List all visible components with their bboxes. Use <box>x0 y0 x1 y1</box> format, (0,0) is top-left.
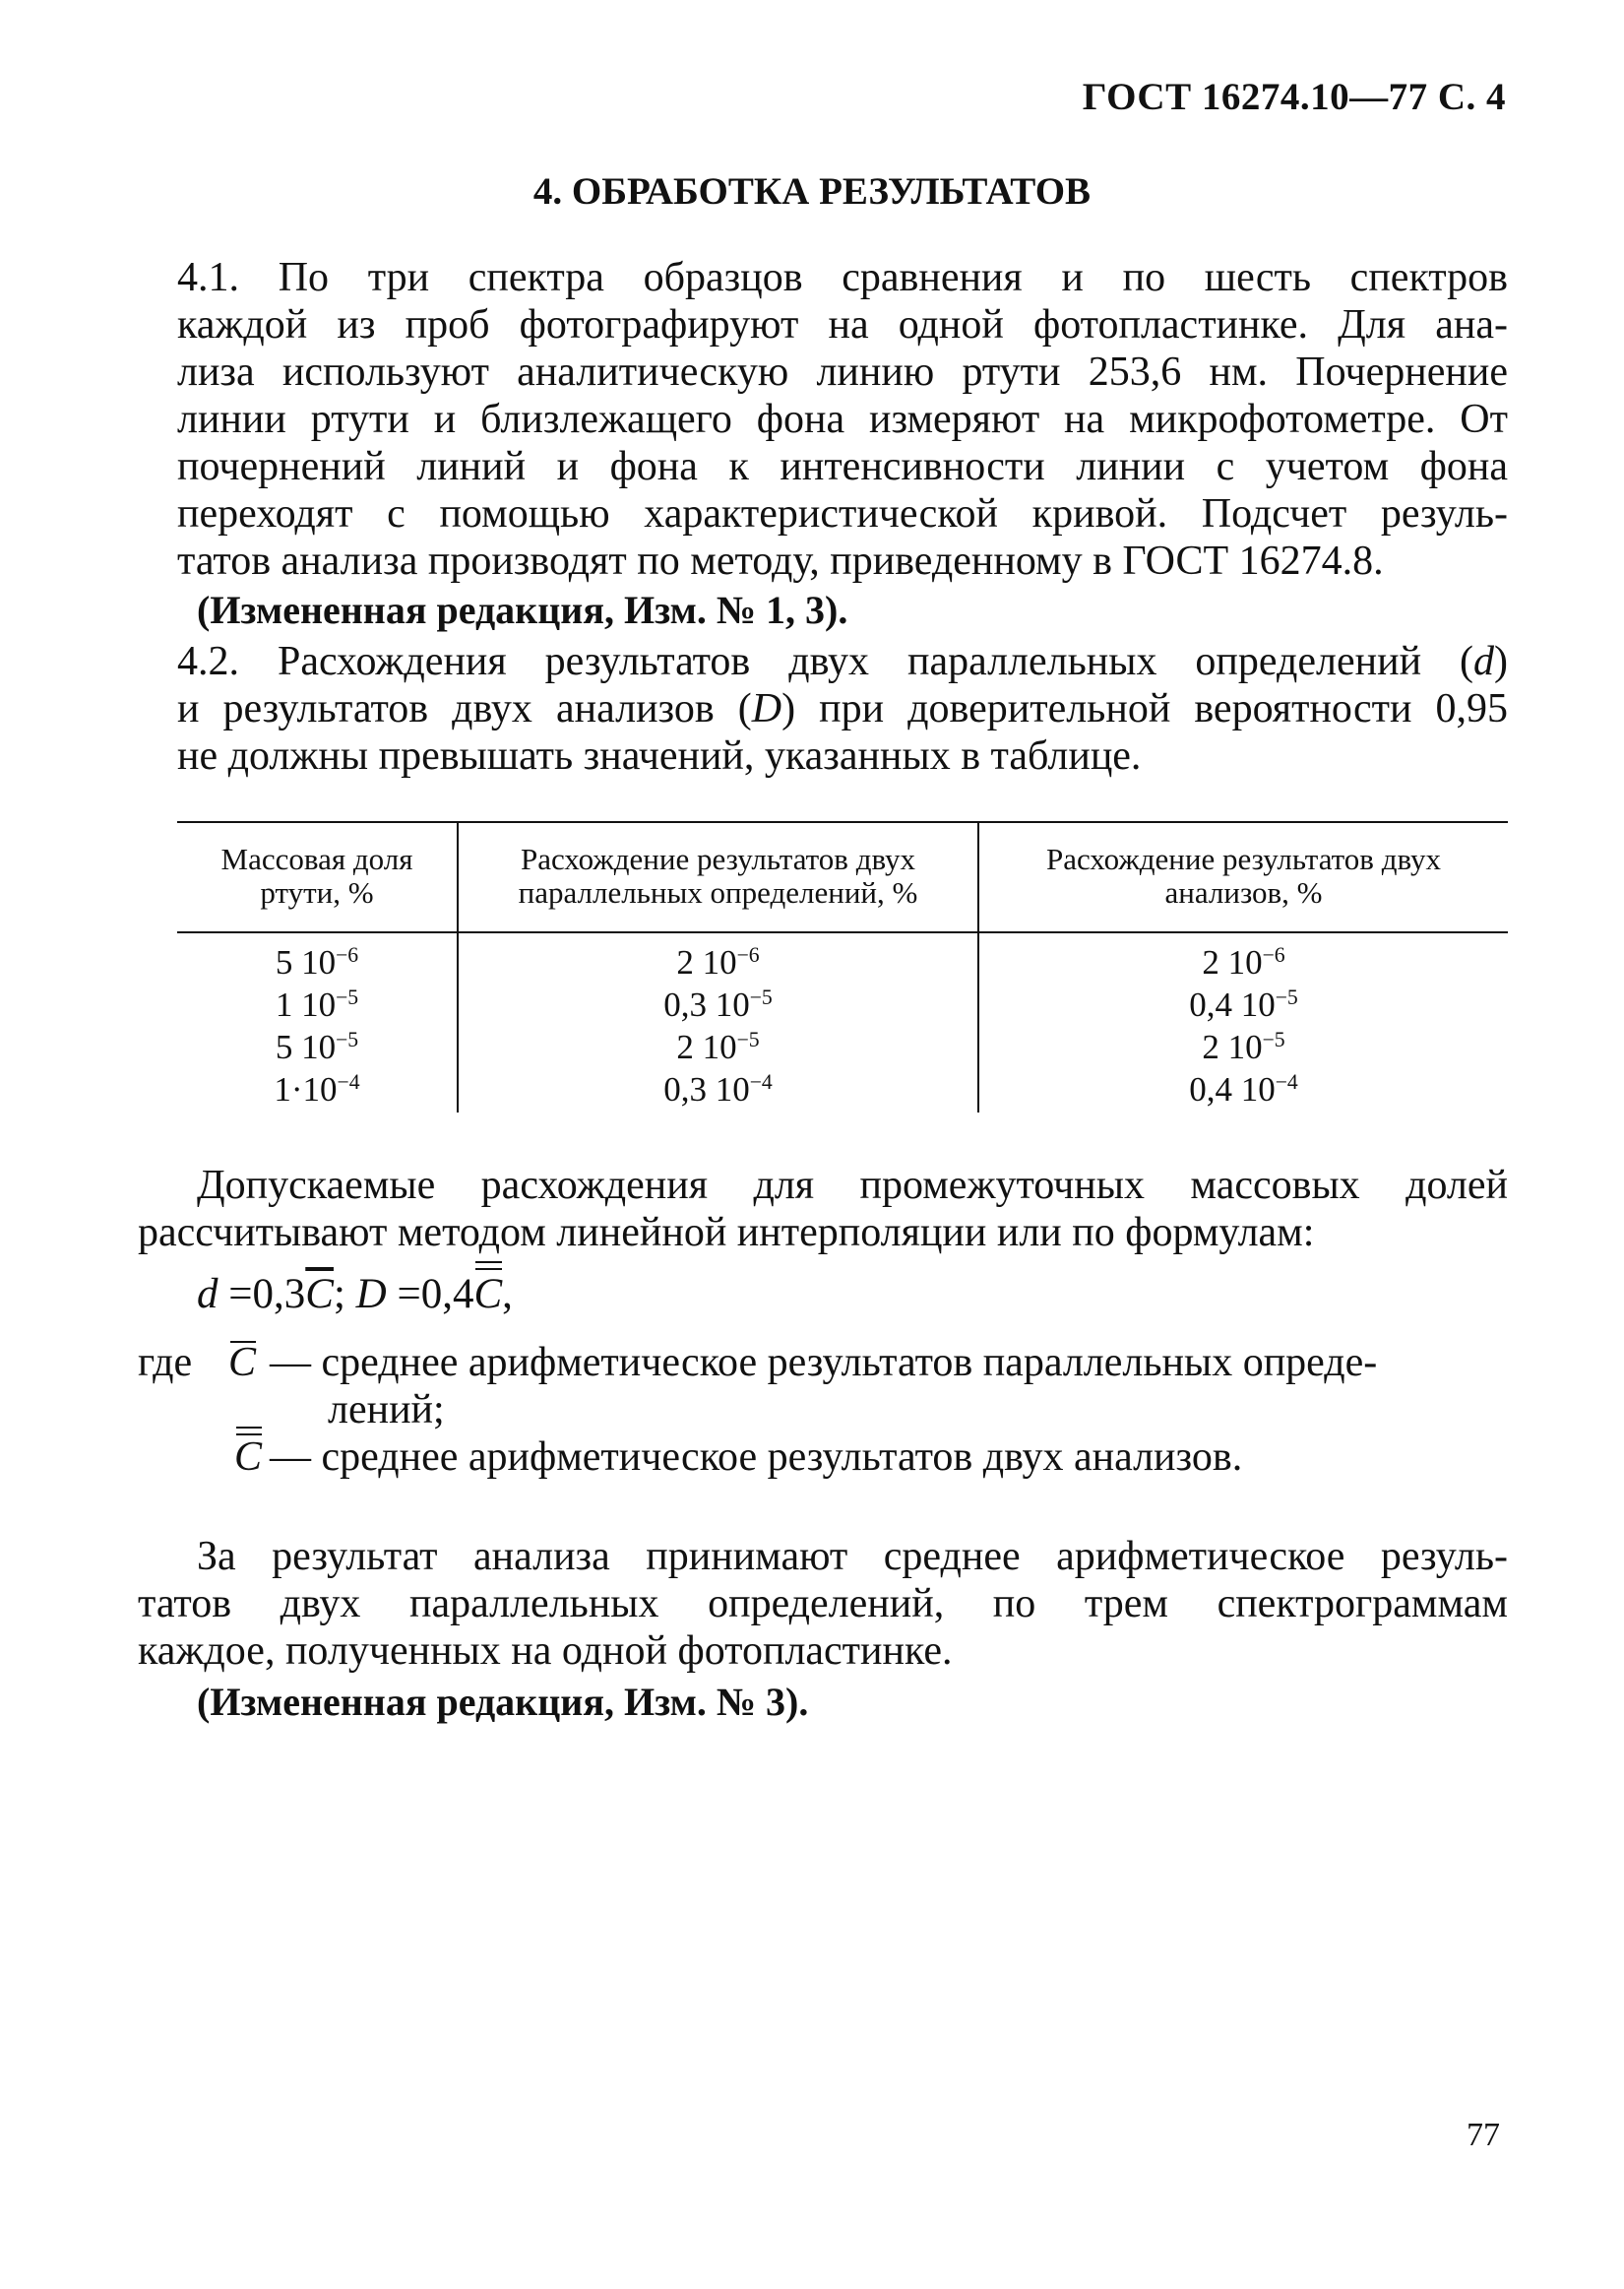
mantissa: 0,3 10 <box>663 986 750 1024</box>
formula-sep: ; <box>333 1271 356 1317</box>
table-cell <box>979 1070 1508 1110</box>
overline <box>230 1341 256 1343</box>
c-letter: C <box>234 1434 263 1480</box>
mantissa: 0,4 10 <box>1189 1070 1276 1109</box>
mantissa: 1·10 <box>274 1070 338 1109</box>
formula-c-double <box>473 1270 502 1318</box>
table-cell <box>177 986 457 1025</box>
p41-line-7: татов анализа производят по методу, приведенному в ГОСТ 16274.8. <box>177 539 1384 584</box>
exponent: −5 <box>736 1028 760 1052</box>
var-D: D <box>751 686 782 731</box>
mantissa: 1 10 <box>275 986 337 1024</box>
p42-line-3: не должны превышать значений, указанных в таблице. <box>177 733 1142 779</box>
formula-d-eq: =0,3 <box>218 1271 306 1317</box>
definition-where: где <box>138 1340 193 1385</box>
result-line-2: татов двух параллельных определений, по трем спектрограммам <box>138 1581 1508 1626</box>
p41-line-6: переходят с помощью характеристической кривой. Подсчет резуль- <box>177 491 1508 537</box>
p41-line-4: линии ртути и близлежащего фона измеряют на микрофотометре. От <box>177 397 1508 442</box>
table-cell <box>177 1028 457 1067</box>
definition-c2-symbol <box>234 1433 262 1481</box>
exponent: −5 <box>749 986 773 1010</box>
table-cell <box>979 986 1508 1025</box>
header-line: Расхождение результатов двух <box>1045 842 1442 876</box>
c-overline <box>228 1339 256 1386</box>
definition-c2-text: — среднее арифметическое результатов двух анализов. <box>270 1434 1243 1480</box>
formula-c-single: $\overline{C}$ <box>305 1271 334 1317</box>
result-line-1: За результат анализа принимают среднее арифметическое резуль- <box>197 1534 1508 1579</box>
table-header-rule <box>177 931 1508 933</box>
table-cell <box>459 986 977 1025</box>
header-line: параллельных определений, % <box>518 875 918 910</box>
var-d: d <box>1473 639 1494 684</box>
p42-line-1-close: ) <box>1494 639 1508 684</box>
mantissa: 2 10 <box>1202 943 1263 982</box>
overline-2 <box>236 1427 262 1429</box>
section-title: 4. ОБРАБОТКА РЕЗУЛЬТАТОВ <box>532 170 1092 213</box>
table-header-mass <box>177 843 457 910</box>
page-number: 77 <box>1467 2117 1500 2153</box>
definition-c1-text <box>270 1339 1508 1386</box>
table-header-analyses <box>979 843 1508 910</box>
mantissa: 5 10 <box>275 943 337 982</box>
overline-1 <box>236 1433 262 1435</box>
c-double-overline <box>234 1433 262 1481</box>
definition-c1-symbol <box>228 1339 256 1386</box>
p42-line-2-rest: ) при доверительной вероятности 0,95 <box>781 686 1508 731</box>
header-line: анализов, % <box>1164 875 1323 910</box>
exponent: −6 <box>736 943 760 968</box>
mantissa: 0,4 10 <box>1189 986 1276 1024</box>
table-cell <box>979 943 1508 983</box>
p42-line-2-text: и результатов двух анализов ( <box>177 686 752 731</box>
p41-line-5: почернений линий и фона к интенсивности линии с учетом фона <box>177 444 1508 489</box>
header-line: Массовая доля <box>220 842 413 876</box>
exponent: −5 <box>1262 1028 1285 1052</box>
exponent: −4 <box>749 1070 773 1095</box>
mantissa: 2 10 <box>676 1028 737 1066</box>
formula-D: D <box>355 1271 387 1317</box>
definition-c1-text-1: — среднее арифметическое результатов параллельных опреде- <box>270 1340 1378 1385</box>
table-header-parallel <box>459 843 977 910</box>
mantissa: 0,3 10 <box>663 1070 750 1109</box>
exponent: −6 <box>336 943 359 968</box>
overline-1 <box>475 1268 502 1270</box>
table-cell <box>177 1070 457 1110</box>
p42-line-1 <box>177 638 1508 685</box>
document-header: ГОСТ 16274.10—77 С. 4 <box>1082 76 1506 118</box>
p41-line-3: лиза используют аналитическую линию ртути 253,6 нм. Почернение <box>177 350 1508 395</box>
mantissa: 2 10 <box>1202 1028 1263 1066</box>
mantissa: 2 10 <box>676 943 737 982</box>
mantissa: 5 10 <box>275 1028 337 1066</box>
overline-2 <box>475 1261 502 1263</box>
formula-c-double-letter: C <box>473 1271 503 1317</box>
table-cell <box>459 1028 977 1067</box>
table-top-rule <box>177 821 1508 823</box>
interp-line-2: рассчитывают методом линейной интерполяции или по формулам: <box>138 1210 1315 1255</box>
exponent: −6 <box>1262 943 1285 968</box>
c-letter: C <box>228 1340 257 1385</box>
edition-note-1: (Измененная редакция, Изм. № 1, 3). <box>197 588 848 632</box>
formula <box>197 1270 513 1318</box>
p42-line-1-text: 4.2. Расхождения результатов двух параллельных определений ( <box>177 639 1473 684</box>
header-line: Расхождение результатов двух <box>520 842 916 876</box>
exponent: −5 <box>336 1028 359 1052</box>
edition-note-2: (Измененная редакция, Изм. № 3). <box>197 1680 809 1724</box>
table-cell <box>177 943 457 983</box>
table-cell <box>459 943 977 983</box>
p42-line-2 <box>177 685 1508 732</box>
header-line: ртути, % <box>260 875 374 910</box>
exponent: −5 <box>1275 986 1298 1010</box>
p41-line-1: 4.1. По три спектра образцов сравнения и по шесть спектров <box>177 255 1508 300</box>
table-cell <box>459 1070 977 1110</box>
table-cell <box>979 1028 1508 1067</box>
result-line-3: каждое, полученных на одной фотопластинке. <box>138 1628 953 1674</box>
exponent: −5 <box>336 986 359 1010</box>
formula-end: , <box>502 1271 513 1317</box>
exponent: −4 <box>1275 1070 1298 1095</box>
definition-c1-text-2: лений; <box>328 1387 445 1432</box>
formula-D-eq: =0,4 <box>386 1271 474 1317</box>
formula-d: d <box>197 1271 219 1317</box>
exponent: −4 <box>337 1070 360 1095</box>
interp-line-1: Допускаемые расхождения для промежуточных массовых долей <box>197 1163 1508 1208</box>
p41-line-2: каждой из проб фотографируют на одной фотопластинке. Для ана- <box>177 302 1508 348</box>
